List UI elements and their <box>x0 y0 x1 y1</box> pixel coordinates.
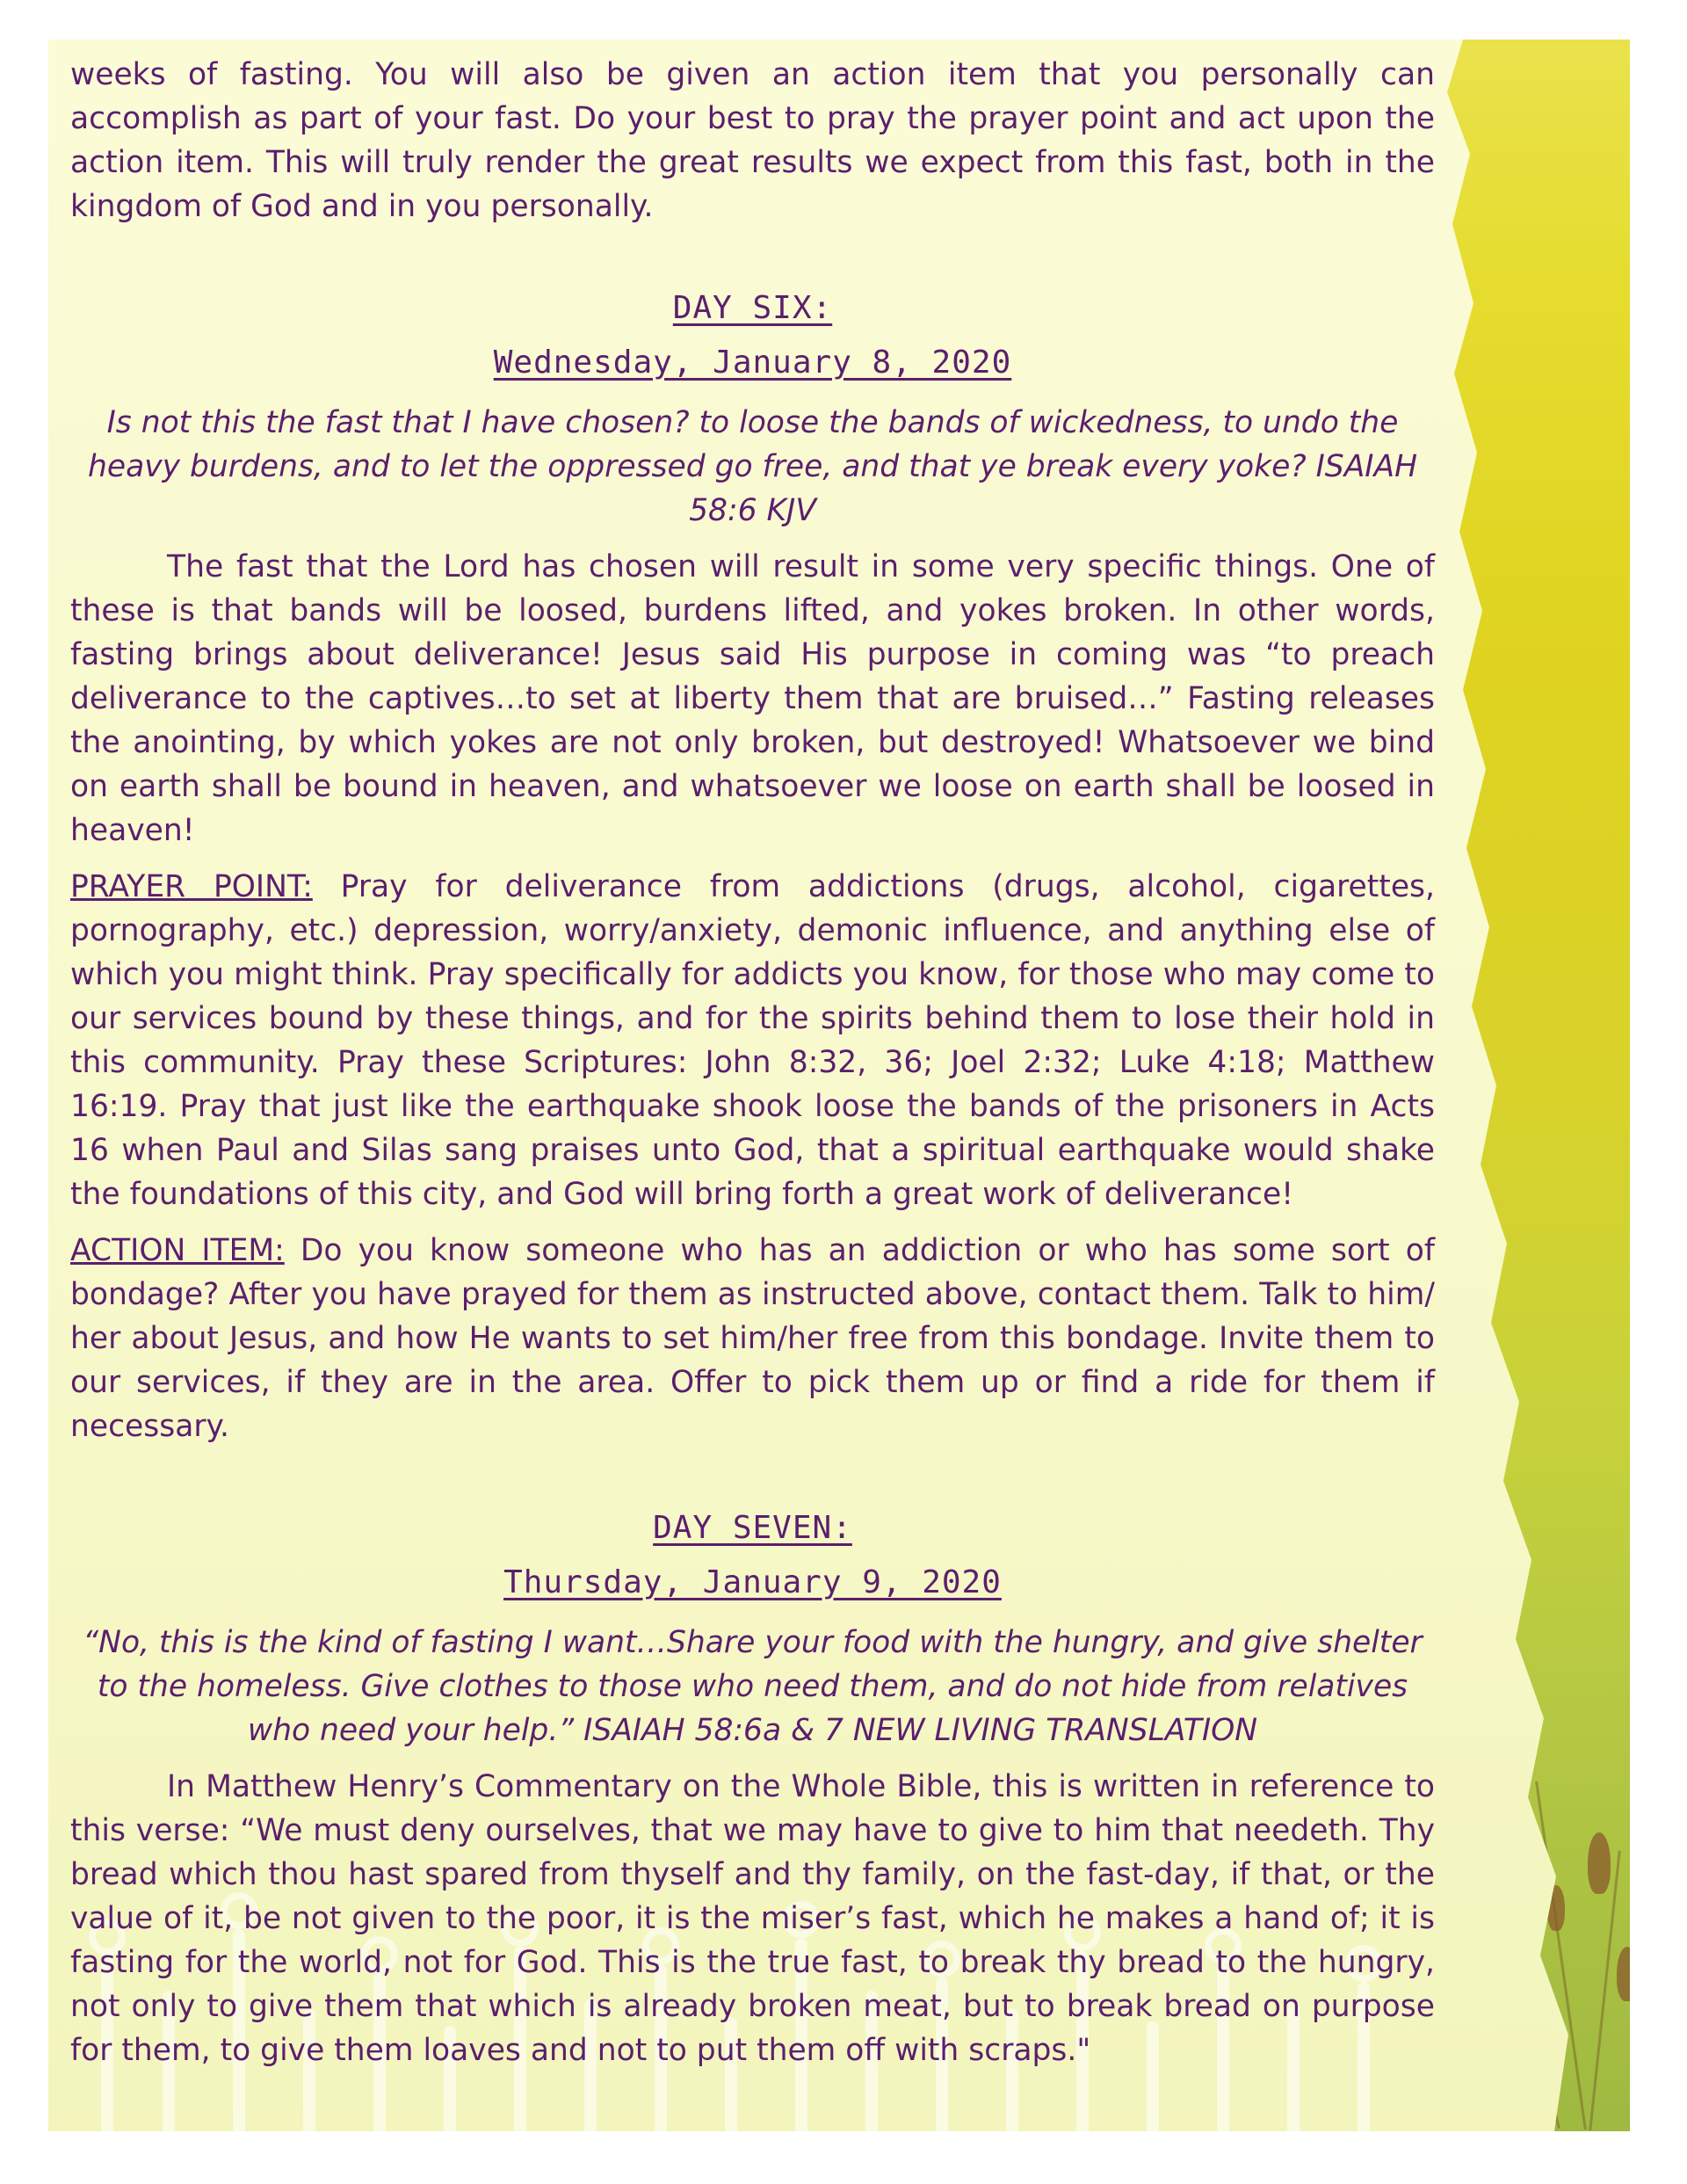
document-content <box>70 53 1435 2072</box>
action-item-label: ACTION ITEM: <box>70 1233 285 1268</box>
prayer-point-label: PRAYER POINT: <box>70 869 313 904</box>
day-seven-body: In Matthew Henry’s Commentary on the Whole Bible, this is written in reference to this verse: “We must deny ourselves, that we may have to give to him that needeth. Thy bread which thou hast spared from thyself and thy family, on the fast-day, if that, or the value of it, be not given to the poor, it is the miser’s fast, which he makes a hand of; it is fasting for the world, not for God. This is the true fast, to break thy bread to the hungry, not only to give them that which is already broken meat, but to break bread on purpose for them, to give them loaves and not to put them off with scraps." <box>70 1769 1435 2068</box>
prayer-point-text: Pray for deliverance from addictions (drugs, alcohol, cigarettes, pornography, etc.) depression, worry/anxiety, demonic influence, and anything else of which you might think. Pray specifically for addicts you know, for those who may come to our services bound by these things, and for the spirits behind them to lose their hold in this community. Pray these Scriptures: John 8:32, 36; Joel 2:32; Luke 4:18; Matthew 16:19. Pray that just like the earthquake shook loose the bands of the prisoners in Acts 16 when Paul and Silas sang praises unto God, that a spiritual earthquake would shake the foundations of this city, and God will bring forth a great work of deliverance! <box>70 869 1435 1212</box>
intro-paragraph: weeks of fasting. You will also be given an action item that you personally can accomplish as part of your fast. Do your best to pray the prayer point and act upon the action item. This will truly render the great results we expect from this fast, both in the kingdom of God and in you personally. <box>70 57 1435 224</box>
day-six-date: Wednesday, January 8, 2020 <box>493 345 1012 381</box>
day-six-heading: DAY SIX: <box>672 290 833 326</box>
day-six-body: The fast that the Lord has chosen will result in some very specific things. One of these is that bands will be loosed, burdens lifted, and yokes broken. In other words, fasting brings about deliverance! Jesus said His purpose in coming was “to preach deliverance to the captives…to set at liberty them that are bruised…” Fasting releases the anointing, by which yokes are not only broken, but destroyed! Whatsoever we bind on earth shall be bound in heaven, and whatsoever we loose on earth shall be loosed in heaven! <box>70 549 1435 848</box>
day-seven-section <box>70 1501 1435 2072</box>
day-six-section <box>70 281 1435 1448</box>
day-six-prayer-point <box>70 865 1435 1216</box>
day-six-verse: Is not this the fast that I have chosen? to loose the bands of wickedness, to undo the heavy burdens, and to let the oppressed go free, and that ye break every yoke? ISAIAH 58:6 KJV <box>87 405 1418 528</box>
day-six-action-item <box>70 1229 1435 1448</box>
action-item-text: Do you know someone who has an addiction or who has some sort of bondage? After you have prayed for them as instructed above, contact them. Talk to him/ her about Jesus, and how He wants to set him/her free from this bondage. Invite them to our services, if they are in the area. Offer to pick them up or find a ride for them if necessary. <box>70 1233 1436 1444</box>
day-seven-verse: “No, this is the kind of fasting I want…Share your food with the hungry, and give shelter to the homeless. Give clothes to those who need them, and do not hide from relatives who need your help.” ISAIAH 58:6a & 7 NEW LIVING TRANSLATION <box>83 1625 1423 1748</box>
grass-border-decoration <box>1428 40 1630 2131</box>
day-seven-heading: DAY SEVEN: <box>653 1510 852 1546</box>
day-seven-date: Thursday, January 9, 2020 <box>503 1564 1002 1600</box>
